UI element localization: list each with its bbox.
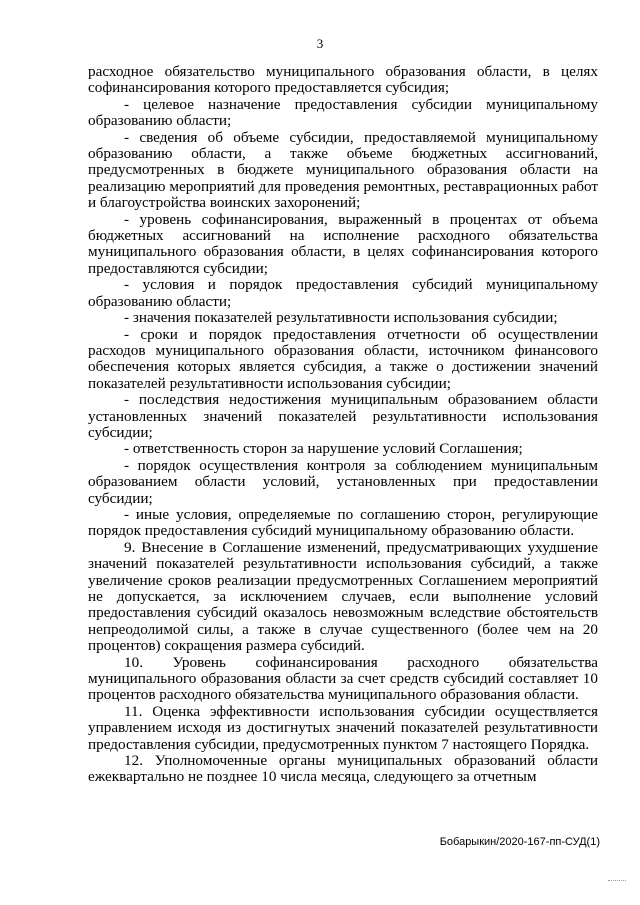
document-body <box>88 64 598 786</box>
scan-artifact <box>608 880 626 884</box>
paragraph: - уровень софинансирования, выраженный в процентах от объема бюджетных ассигнований на исполнение расходного обязательства муниципального образования области, в целях софинансирования которого предоставляются субсидии; <box>88 210 598 277</box>
paragraph: - иные условия, определяемые по соглашению сторон, регулирующие порядок предоставления субсидий муниципальному образованию области. <box>88 505 598 540</box>
paragraph: 10. Уровень софинансирования расходного обязательства муниципального образования области за счет средств субсидий составляет 10 процентов расходного обязательства муниципального образования области. <box>88 653 598 704</box>
paragraph: - целевое назначение предоставления субсидии муниципальному образованию области; <box>88 95 598 130</box>
paragraph: - порядок осуществления контроля за соблюдением муниципальным образованием области условий, установленных при предоставлении субсидии; <box>88 456 598 507</box>
paragraph: - ответственность сторон за нарушение условий Соглашения; <box>124 440 523 458</box>
paragraph: - условия и порядок предоставления субсидий муниципальному образованию области; <box>88 276 598 310</box>
paragraph: - сведения об объеме субсидии, предоставляемой муниципальному образованию области, а также объеме бюджетных ассигнований, предусмотренных в бюджете муниципального образования области на реализацию мероприятий для проведения ремонтных, реставрационных работ и благоустройства воинских захоронений; <box>88 128 598 212</box>
paragraph: расходное обязательство муниципального образования области, в целях софинансирования которого предоставляется субсидия; <box>88 63 598 97</box>
page-number: 3 <box>316 36 324 51</box>
paragraph: - последствия недостижения муниципальным образованием области установленных значений показателей результативности использования субсидии; <box>88 391 598 441</box>
paragraph: - значения показателей результативности использования субсидии; <box>124 309 558 327</box>
paragraph: 11. Оценка эффективности использования субсидии осуществляется управлением исходя из достигнутых значений показателей результативности предоставления субсидии, предусмотренных пунктом 7 настоящего Порядка. <box>88 702 598 753</box>
paragraph: 12. Уполномоченные органы муниципальных образований области ежеквартально не позднее 10 числа месяца, следующего за отчетным <box>88 752 598 786</box>
paragraph: 9. Внесение в Соглашение изменений, предусматривающих ухудшение значений показателей результативности использования субсидий, а также увеличение сроков реализации предусмотренных Соглашением мероприятий не допускается, за исключением случаев, если выполнение условий предоставления субсидий оказалось невозможным вследствие обстоятельств непреодолимой силы, а также в случае существенного (более чем на 20 процентов) сокращения размера субсидий. <box>88 538 598 655</box>
paragraph: - сроки и порядок предоставления отчетности об осуществлении расходов муниципального образования области, источником финансового обеспечения которых является субсидия, а также о достижении значений показателей результативности использования субсидии; <box>88 325 598 392</box>
document-code: Бобарыкин/2020-167-пп-СУД(1) <box>439 836 600 848</box>
